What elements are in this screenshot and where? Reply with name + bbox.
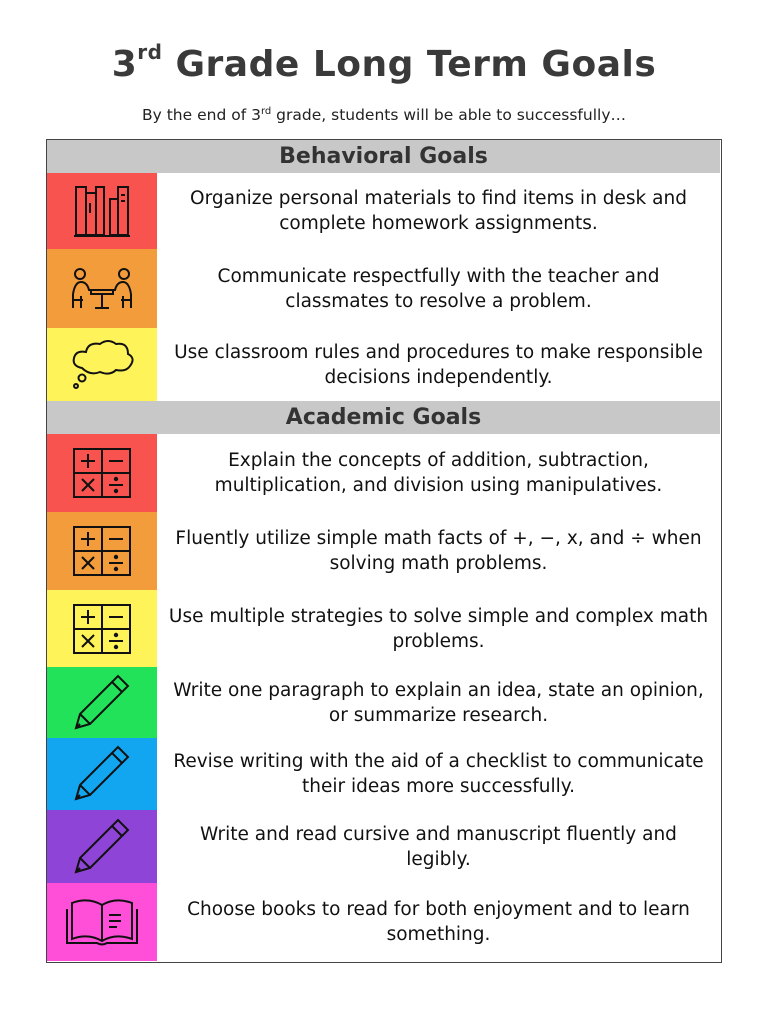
goal-text: Explain the concepts of addition, subtraction, multiplication, and division using manipulatives. [214,450,663,496]
pencil-icon [70,816,134,878]
goal-row [47,173,720,249]
page-title: 3rd Grade Long Term Goals [111,40,657,85]
section-header-behavioral: Behavioral Goals [47,140,720,173]
goal-row [47,590,720,667]
goal-color-swatch [47,883,157,961]
pencil-icon [70,672,134,734]
goal-text: Revise writing with the aid of a checklist to communicate their ideas more successfully. [173,751,704,797]
goal-color-swatch [47,173,157,249]
math-operations-icon [72,525,132,577]
goal-color-swatch [47,434,157,512]
pencil-icon [70,743,134,805]
goal-text: Communicate respectfully with the teacher and classmates to resolve a problem. [217,265,660,312]
page-subtitle: By the end of 3rd grade, students will be able to successfully… [142,106,626,125]
goal-row [47,328,720,401]
goal-text: Write and read cursive and manuscript fluently and legibly. [200,823,677,870]
goal-color-swatch [47,328,157,401]
open-book-icon [65,897,139,947]
math-operations-icon [72,447,132,499]
goal-text: Write one paragraph to explain an idea, state an opinion, or summarize research. [173,679,704,726]
goal-color-swatch [47,810,157,883]
people-talking-icon [69,266,135,312]
goals-table [46,139,722,963]
math-operations-icon [72,603,132,655]
goal-row [47,667,720,738]
goal-row [47,738,720,810]
goal-text: Fluently utilize simple math facts of +, −, x, and ÷ when solving math problems. [175,528,702,574]
goal-color-swatch [47,738,157,810]
goal-row [47,883,720,961]
goal-color-swatch [47,512,157,590]
goal-text: Use multiple strategies to solve simple and complex math problems. [168,605,709,652]
goal-text: Organize personal materials to find items in desk and complete homework assignments. [190,188,687,234]
goal-color-swatch [47,667,157,738]
section-header-academic: Academic Goals [47,401,720,434]
goal-color-swatch [47,590,157,667]
thought-bubble-icon [68,338,136,392]
goal-row [47,249,720,328]
goal-row [47,810,720,883]
books-icon [72,183,132,239]
goal-row [47,512,720,590]
goal-row [47,434,720,512]
goal-text: Use classroom rules and procedures to make responsible decisions independently. [174,341,703,388]
goal-color-swatch [47,249,157,328]
goal-text: Choose books to read for both enjoyment and to learn something. [187,899,690,945]
